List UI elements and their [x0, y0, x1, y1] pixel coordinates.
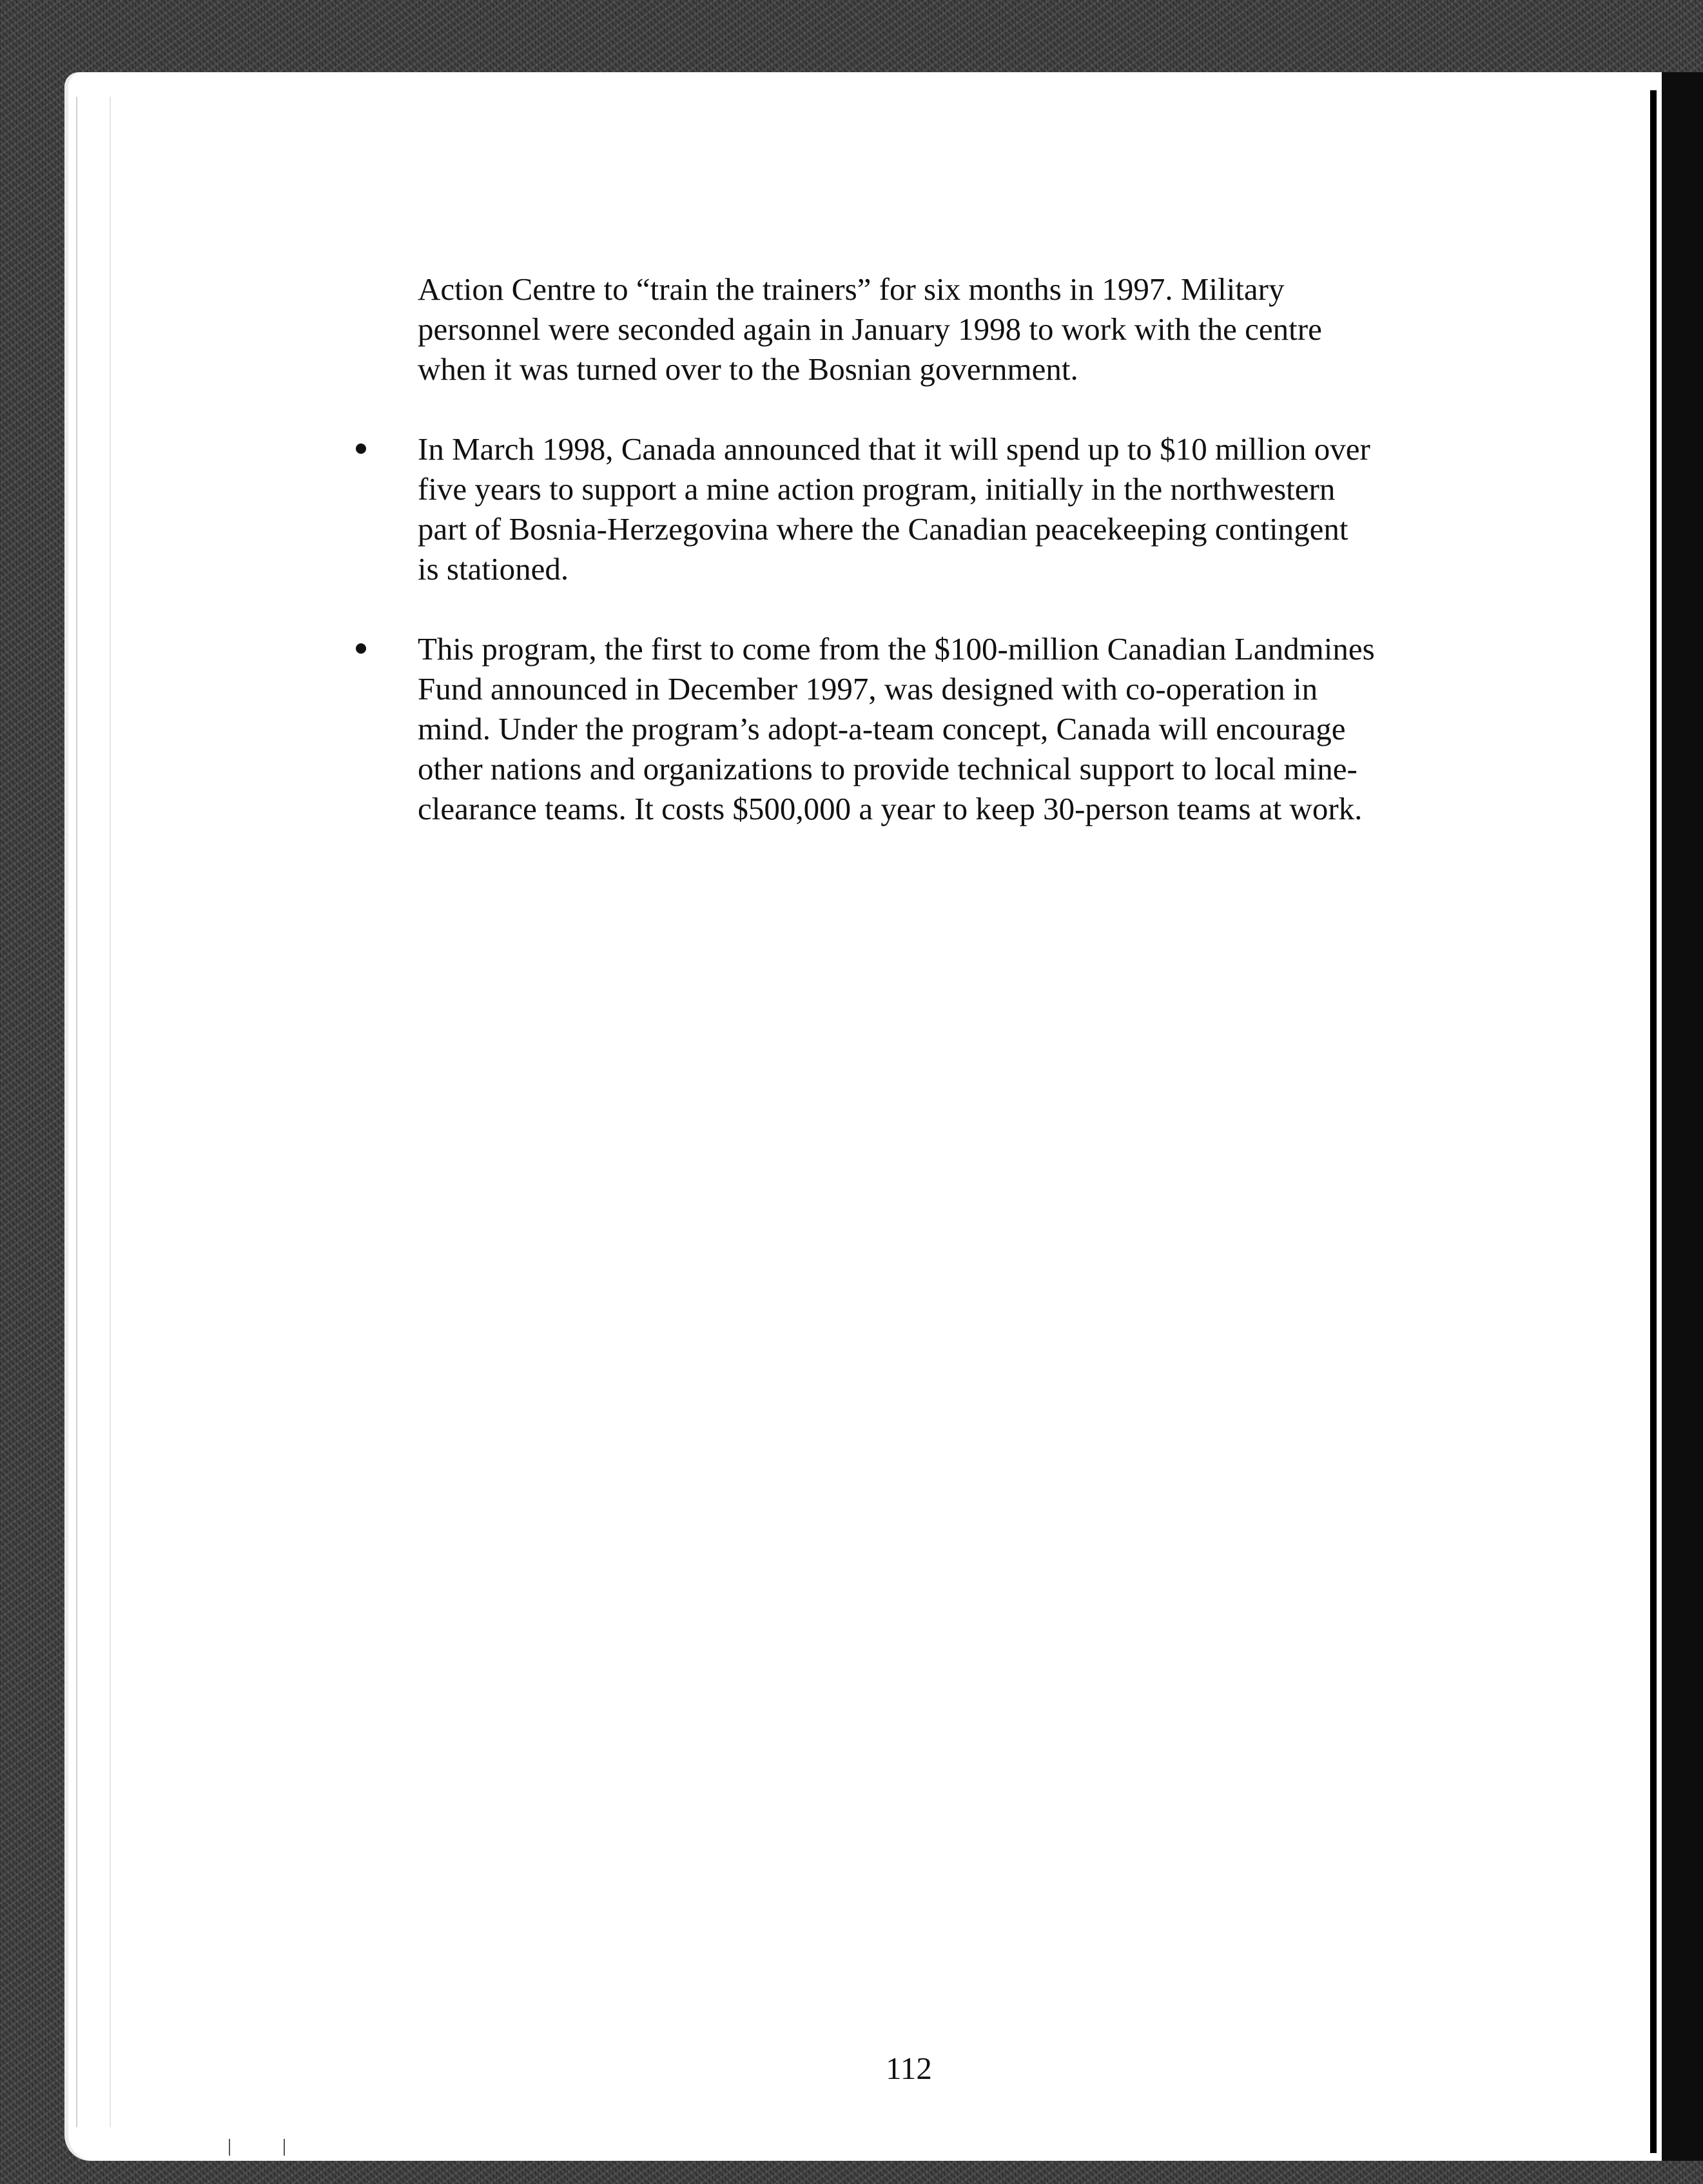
scan-mark: [284, 2139, 285, 2156]
text-line: In March 1998, Canada announced that it will spend up to $10 million over: [418, 431, 1370, 467]
text-line: Action Centre to “train the trainers” for six months in 1997. Military: [418, 271, 1285, 307]
text-line: part of Bosnia-Herzegovina where the Canadian peacekeeping contingent: [418, 511, 1348, 547]
scan-line: [110, 97, 111, 2127]
text-line: five years to support a mine action program, initially in the northwestern: [418, 471, 1336, 507]
text-line: is stationed.: [418, 551, 569, 587]
bullet-icon: [356, 643, 366, 654]
binding-edge: [1662, 72, 1703, 2161]
bullet-item-landmines-fund: [418, 629, 1436, 829]
scan-mark: [229, 2139, 230, 2156]
text-line: personnel were seconded again in January 1998 to work with the centre: [418, 311, 1322, 347]
text-line: other nations and organizations to provide technical support to local mine-: [418, 751, 1358, 786]
bullet-item-mine-action-program: [418, 429, 1436, 589]
page-number: 112: [886, 2051, 932, 2086]
bullet-text: [418, 629, 1436, 829]
text-line: This program, the first to come from the $100-million Canadian Landmines: [418, 631, 1375, 667]
bullet-text: [418, 429, 1436, 589]
text-line: when it was turned over to the Bosnian government.: [418, 351, 1078, 387]
text-line: mind. Under the program’s adopt-a-team concept, Canada will encourage: [418, 711, 1346, 746]
bullet-icon: [356, 444, 366, 454]
continuation-paragraph: [418, 269, 1436, 389]
page-body: [418, 269, 1436, 829]
scan-line: [76, 97, 77, 2127]
binding-edge-line: [1650, 90, 1657, 2153]
text-line: Fund announced in December 1997, was designed with co-operation in: [418, 671, 1318, 707]
text-line: clearance teams. It costs $500,000 a year to keep 30-person teams at work.: [418, 791, 1363, 826]
